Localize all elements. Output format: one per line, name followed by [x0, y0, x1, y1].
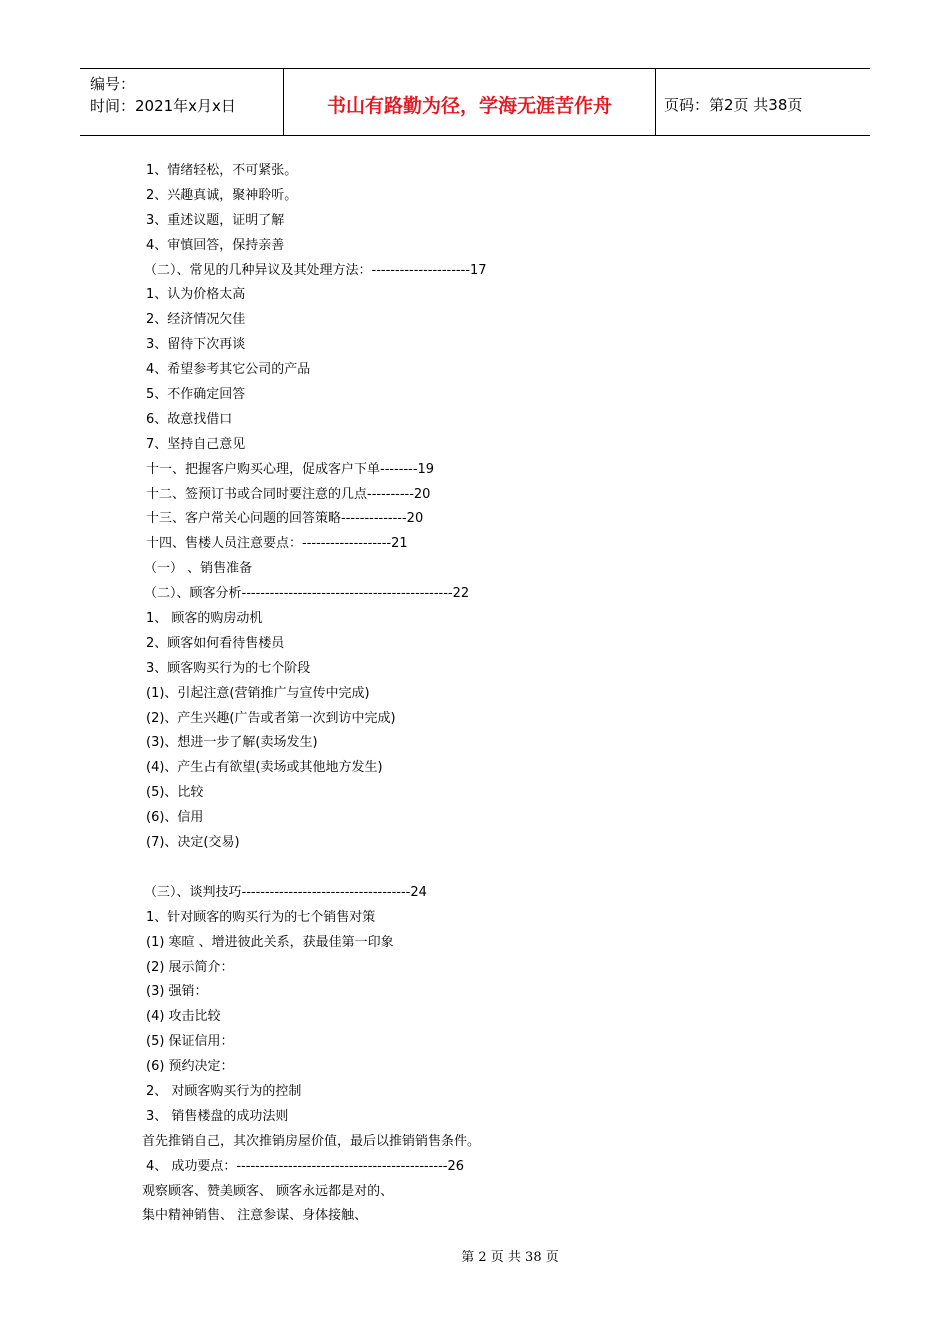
body-line: 3、 销售楼盘的成功法则: [146, 1108, 289, 1124]
body-line: 4、审慎回答，保持亲善: [146, 237, 285, 253]
body-line: (5)、比较: [146, 785, 204, 801]
body-line: 3、留待下次再谈: [146, 337, 246, 353]
body-line: 观察顾客、赞美顾客、 顾客永远都是对的、: [142, 1183, 394, 1199]
body-line: (2) 展示简介：: [146, 959, 234, 975]
body-line: (1) 寒暄 、增进彼此关系，获最佳第一印象: [146, 934, 394, 950]
body-line: 十一、把握客户购买心理，促成客户下单--------19: [146, 461, 435, 477]
body-line: 2、顾客如何看待售楼员: [146, 635, 285, 651]
body-line: (4)、产生占有欲望(卖场或其他地方发生): [146, 760, 383, 776]
body-line: （一） 、销售准备: [144, 561, 253, 577]
body-line: 首先推销自己，其次推销房屋价值，最后以推销销售条件。: [142, 1133, 481, 1149]
body-line: 4、希望参考其它公司的产品: [146, 362, 311, 378]
page-header: [80, 68, 870, 136]
body-line: （二）、顾客分析---------------------------------------------22: [144, 586, 470, 602]
body-line: 2、经济情况欠佳: [146, 312, 246, 328]
body-line: 5、不作确定回答: [146, 387, 246, 403]
body-line: (3)、想进一步了解(卖场发生): [146, 735, 318, 751]
body-line: 6、故意找借口: [146, 411, 233, 427]
body-line: (6) 预约决定：: [146, 1059, 234, 1075]
body-line: (5) 保证信用：: [146, 1034, 234, 1050]
body-line: 1、 顾客的购房动机: [146, 611, 263, 627]
body-line: 1、情绪轻松，不可紧张。: [146, 163, 298, 178]
body-line: (7)、决定(交易): [146, 835, 240, 851]
body-line: (4) 攻击比较: [146, 1009, 221, 1025]
document-number-label: 编号：: [90, 75, 136, 93]
page-footer: [0, 1246, 950, 1265]
header-page-number: 页码：第2页 共38页: [664, 95, 803, 114]
header-left-cell: [80, 69, 283, 135]
body-line: 1、针对顾客的购买行为的七个销售对策: [146, 909, 376, 925]
body-line: 集中精神销售、 注意参谋、身体接触、: [142, 1208, 368, 1224]
body-line: 十二、签预订书或合同时要注意的几点----------20: [146, 486, 431, 502]
body-line: 2、 对顾客购买行为的控制: [146, 1083, 302, 1099]
body-line: 7、坚持自己意见: [146, 436, 246, 452]
footer-page-number: 第 2 页 共 38 页: [461, 1250, 559, 1265]
body-line: 3、顾客购买行为的七个阶段: [146, 660, 311, 676]
body-line: （二）、常见的几种异议及其处理方法：---------------------17: [144, 262, 487, 278]
body-line: 十三、客户常关心问题的回答策略--------------20: [146, 511, 424, 527]
body-line: 2、兴趣真诚，聚神聆听。: [146, 187, 298, 203]
body-line: [146, 856, 846, 881]
body-line: 1、认为价格太高: [146, 287, 246, 303]
document-date-label: 时间：2021年x月x日: [90, 97, 236, 115]
body-line: (3) 强销：: [146, 984, 208, 1000]
body-line: (1)、引起注意(营销推广与宣传中完成): [146, 685, 370, 701]
header-motto: 书山有路勤为径，学海无涯苦作舟: [283, 69, 656, 135]
body-line: 3、重述议题，证明了解: [146, 212, 285, 228]
body-line: （三）、谈判技巧------------------------------------24: [144, 884, 427, 900]
body-line: (6)、信用: [146, 810, 204, 826]
body-line: 4、 成功要点：---------------------------------------------26: [146, 1158, 465, 1174]
body-line: (2)、产生兴趣(广告或者第一次到访中完成): [146, 710, 396, 726]
document-body: [142, 159, 846, 1229]
body-line: 十四、售楼人员注意要点：-------------------21: [146, 536, 408, 552]
